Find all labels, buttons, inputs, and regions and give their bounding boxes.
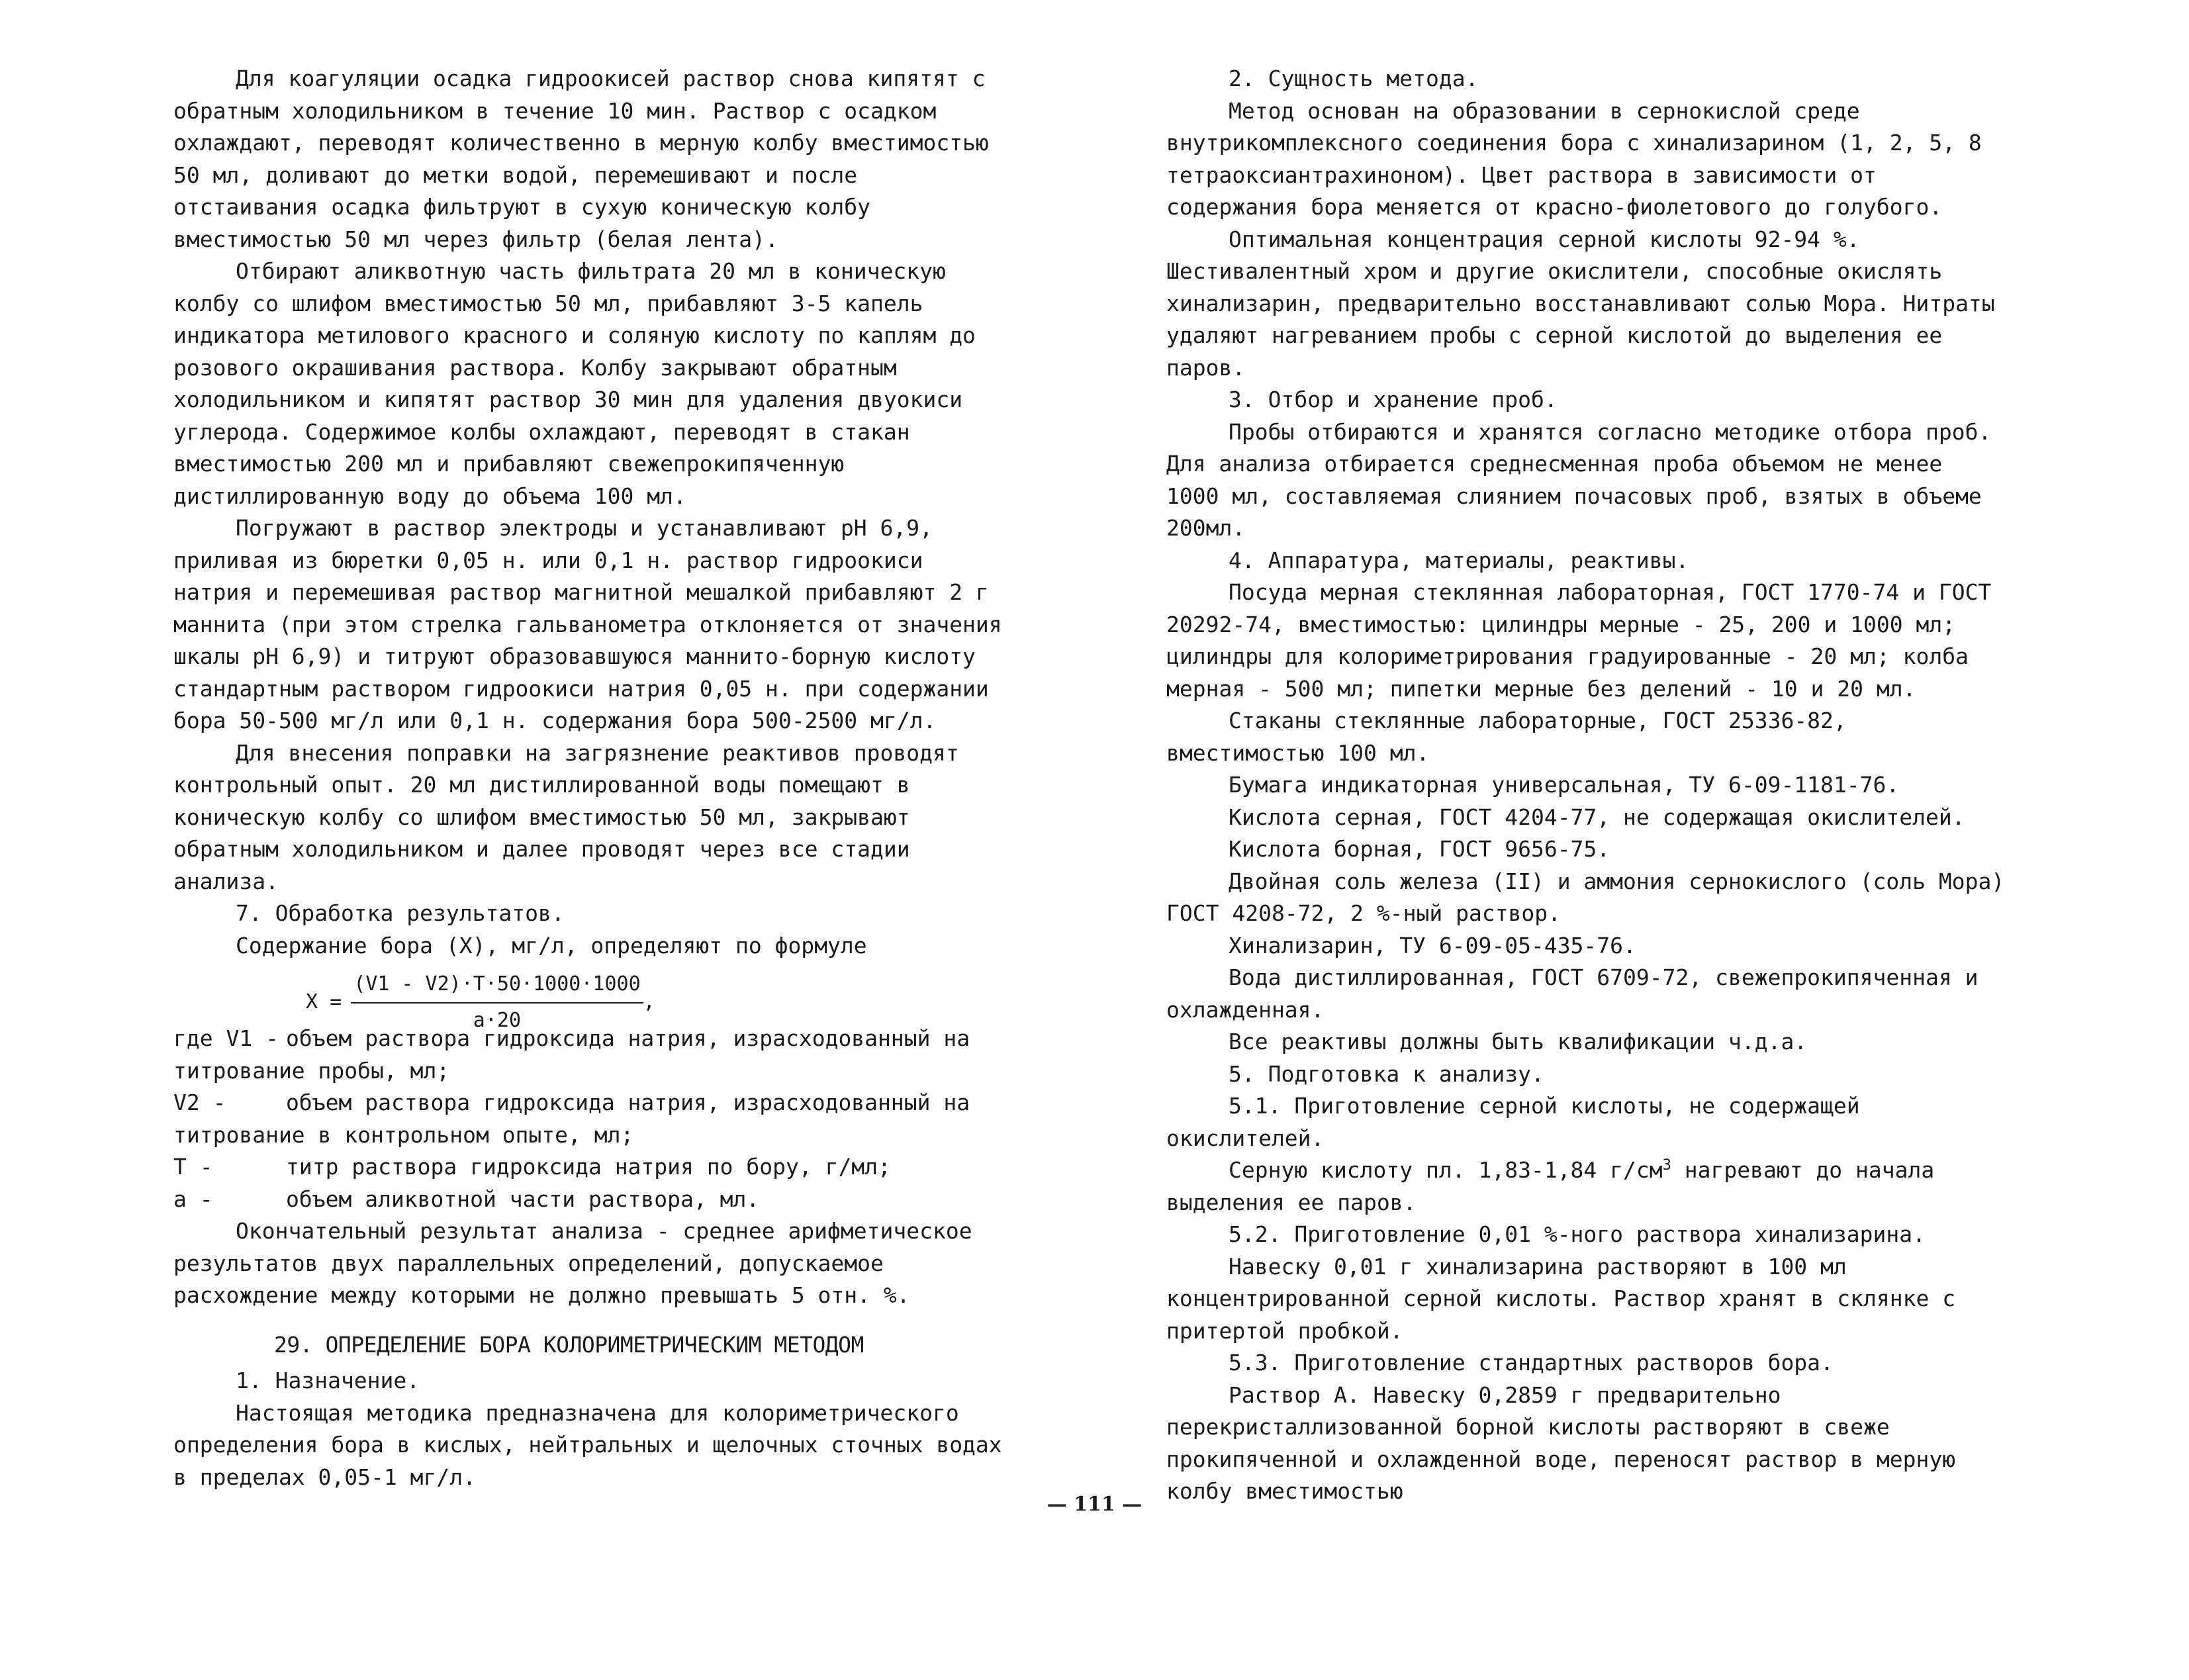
paragraph: Для внесения поправки на загрязнение реактивов проводят контрольный опыт. 20 мл дистиллированной воды помещают в коническую колбу со шлифом вместимостью 50 мл, закрывают обратным холодильником и далее проводят через все стадии анализа. [173, 739, 972, 894]
paragraph-text: Серную кислоту пл. 1,83-1,84 г/см [1229, 1157, 1663, 1183]
paragraph: Настоящая методика предназначена для колориметрического определения бора в кислых, нейтральных и щелочных сточных водах в пределах 0,05-1 мг/л. [173, 1399, 1015, 1490]
formula-lhs: X = [306, 990, 342, 1014]
subsection-heading: 1. Назначение. [236, 1368, 420, 1393]
definition-item [173, 1151, 1007, 1184]
paragraph: Кислота борная, ГОСТ 9656-75. [1229, 836, 1610, 862]
paragraph: Хинализарин, ТУ 6-09-05-435-76. [1229, 932, 1636, 958]
definition-symbol: T - [173, 1154, 213, 1180]
formula-numerator: (V1 - V2)·T·50·1000·1000 [351, 968, 643, 1003]
subsection-heading: 5.2. Приготовление 0,01 %-ного раствора хинализарина. [1229, 1221, 1926, 1247]
paragraph: Метод основан на образовании в сернокислой среде внутрикомплексного соединения бора с хинализарином (1, 2, 5, 8 тетраоксиантрахиноном). Цвет раствора в зависимости от содержания бора меняется от красно-фиолетового до голубого. [1166, 97, 1995, 220]
section-title: 29. ОПРЕДЕЛЕНИЕ БОРА КОЛОРИМЕТРИЧЕСКИМ МЕТОДОМ [274, 1331, 864, 1358]
formula-tail: , [643, 990, 655, 1014]
paragraph [1166, 1154, 2007, 1219]
paragraph: Содержание бора (X), мг/л, определяют по формуле [236, 932, 867, 958]
paragraph: Бумага индикаторная универсальная, ТУ 6-09-1181-76. [1229, 772, 1900, 798]
definition-item [173, 1087, 1007, 1151]
superscript: 3 [1662, 1157, 1671, 1174]
paragraph: Кислота серная, ГОСТ 4204-77, не содержащая окислителей. [1229, 804, 1965, 830]
definition-text: титр раствора гидроксида натрия по бору, г/мл; [286, 1154, 891, 1180]
paragraph: Пробы отбираются и хранятся согласно методике отбора проб. Для анализа отбирается среднесменная проба объемом не менее 1000 мл, составляемая слиянием почасовых проб, взятых в объеме 200мл. [1166, 418, 2005, 541]
definition-item [173, 1184, 1007, 1216]
formula [173, 962, 1007, 1032]
subsection-heading: 2. Сущность метода. [1229, 66, 1479, 91]
definition-text: объем раствора гидроксида натрия, израсходованный на [286, 1090, 970, 1115]
paragraph: Оптимальная концентрация серной кислоты 92-94 %. Шестивалентный хром и другие окислители, способные окислять хинализарин, предварительно восстанавливают солью Мора. Нитраты удаляют нагреванием пробы с серной кислотой до выделения ее паров. [1166, 226, 2008, 381]
definition-symbol: V2 - [173, 1090, 226, 1115]
paragraph: Вода дистиллированная, ГОСТ 6709-72, свежепрокипяченная и охлажденная. [1166, 964, 1992, 1023]
definition-continuation: титрование пробы, мл; [173, 1057, 450, 1084]
subsection-heading: 5. Подготовка к анализу. [1229, 1060, 1544, 1087]
paragraph: Все реактивы должны быть квалификации ч.д.а. [1229, 1029, 1808, 1054]
definition-text: объем аликвотной части раствора, мл. [286, 1186, 760, 1212]
paragraph: Навеску 0,01 г хинализарина растворяют в 100 мл концентрированной серной кислоты. Раствор хранят в склянке с притертой пробкой. [1166, 1253, 1969, 1344]
left-column [173, 63, 1015, 1493]
subsection-heading: 5.3. Приготовление стандартных растворов бора. [1229, 1350, 1834, 1376]
paragraph-text: нагревают до начала выделения ее паров. [1166, 1157, 1948, 1215]
subsection-heading: 7. Обработка результатов. [236, 900, 565, 926]
definition-symbol: где V1 - [173, 1025, 279, 1051]
paragraph: Окончательный результат анализа - среднее арифметическое результатов двух параллельных определений, допускаемое расхождение между которыми не должно превышать 5 отн. %. [173, 1218, 986, 1308]
paragraph: Посуда мерная стеклянная лабораторная, ГОСТ 1770-74 и ГОСТ 20292-74, вместимостью: цилиндры мерные - 25, 200 и 1000 мл; цилиндры для колориметрирования градуированные - 20 мл; колба мерная - 500 мл; пипетки мерные без делений - 10 и 20 мл. [1166, 579, 2005, 702]
paragraph: Погружают в раствор электроды и устанавливают pH 6,9, приливая из бюретки 0,05 н. или 0,1 н. раствор гидроокиси натрия и перемешивая раствор магнитной мешалкой прибавляют 2 г маннита (при этом стрелка гальванометра отклоняется от значения шкалы pH 6,9) и титруют образовавшуюся маннито-борную кислоту стандартным раствором гидроокиси натрия 0,05 н. при содержании бора 50-500 мг/л или 0,1 н. содержания бора 500-2500 мг/л. [173, 515, 1015, 733]
paragraph: Отбирают аликвотную часть фильтрата 20 мл в коническую колбу со шлифом вместимостью 50 мл, прибавляют 3-5 капель индикатора метилового красного и соляную кислоту по каплям до розового окрашивания раствора. Колбу закрывают обратным холодильником и кипятят раствор 30 мин для удаления двуокиси углерода. Содержимое колбы охлаждают, переводят в стакан вместимостью 200 мл и прибавляют свежепрокипяченную дистиллированную воду до объема 100 мл. [173, 258, 989, 509]
paragraph: Раствор А. Навеску 0,2859 г предварительно перекристаллизованной борной кислоты растворяют в свеже прокипяченной и охлажденной воде, переносят раствор в мерную колбу вместимостью [1166, 1381, 1969, 1504]
subsection-heading: 4. Аппаратура, материалы, реактивы. [1229, 547, 1689, 573]
variable-definitions [173, 1023, 1007, 1215]
page-number: — 111 — [1047, 1493, 1142, 1516]
paragraph: Двойная соль железа (II) и аммония сернокислого (соль Мора) ГОСТ 4208-72, 2 %-ный раствор. [1166, 868, 2018, 926]
paragraph: Стаканы стеклянные лабораторные, ГОСТ 25336-82, вместимостью 100 мл. [1166, 708, 1860, 766]
paragraph: Для коагуляции осадка гидроокисей раствор снова кипятят с обратным холодильником в течение 10 мин. Раствор с осадком охлаждают, переводят количественно в мерную колбу вместимостью 50 мл, доливают до метки водой, перемешивают и после отстаивания осадка фильтруют в сухую коническую колбу вместимостью 50 мл через фильтр (белая лента). [173, 66, 1002, 252]
formula-denominator: a·20 [473, 1008, 522, 1032]
subsection-heading: 3. Отбор и хранение проб. [1229, 387, 1558, 412]
subsection-heading: 5.1. Приготовление серной кислоты, не содержащей окислителей. [1166, 1093, 1873, 1151]
definition-text: объем раствора гидроксида натрия, израсходованный на [286, 1025, 970, 1051]
right-column [1166, 63, 2018, 1508]
definition-symbol: a - [173, 1186, 213, 1212]
definition-continuation: титрование в контрольном опыте, мл; [173, 1121, 634, 1148]
